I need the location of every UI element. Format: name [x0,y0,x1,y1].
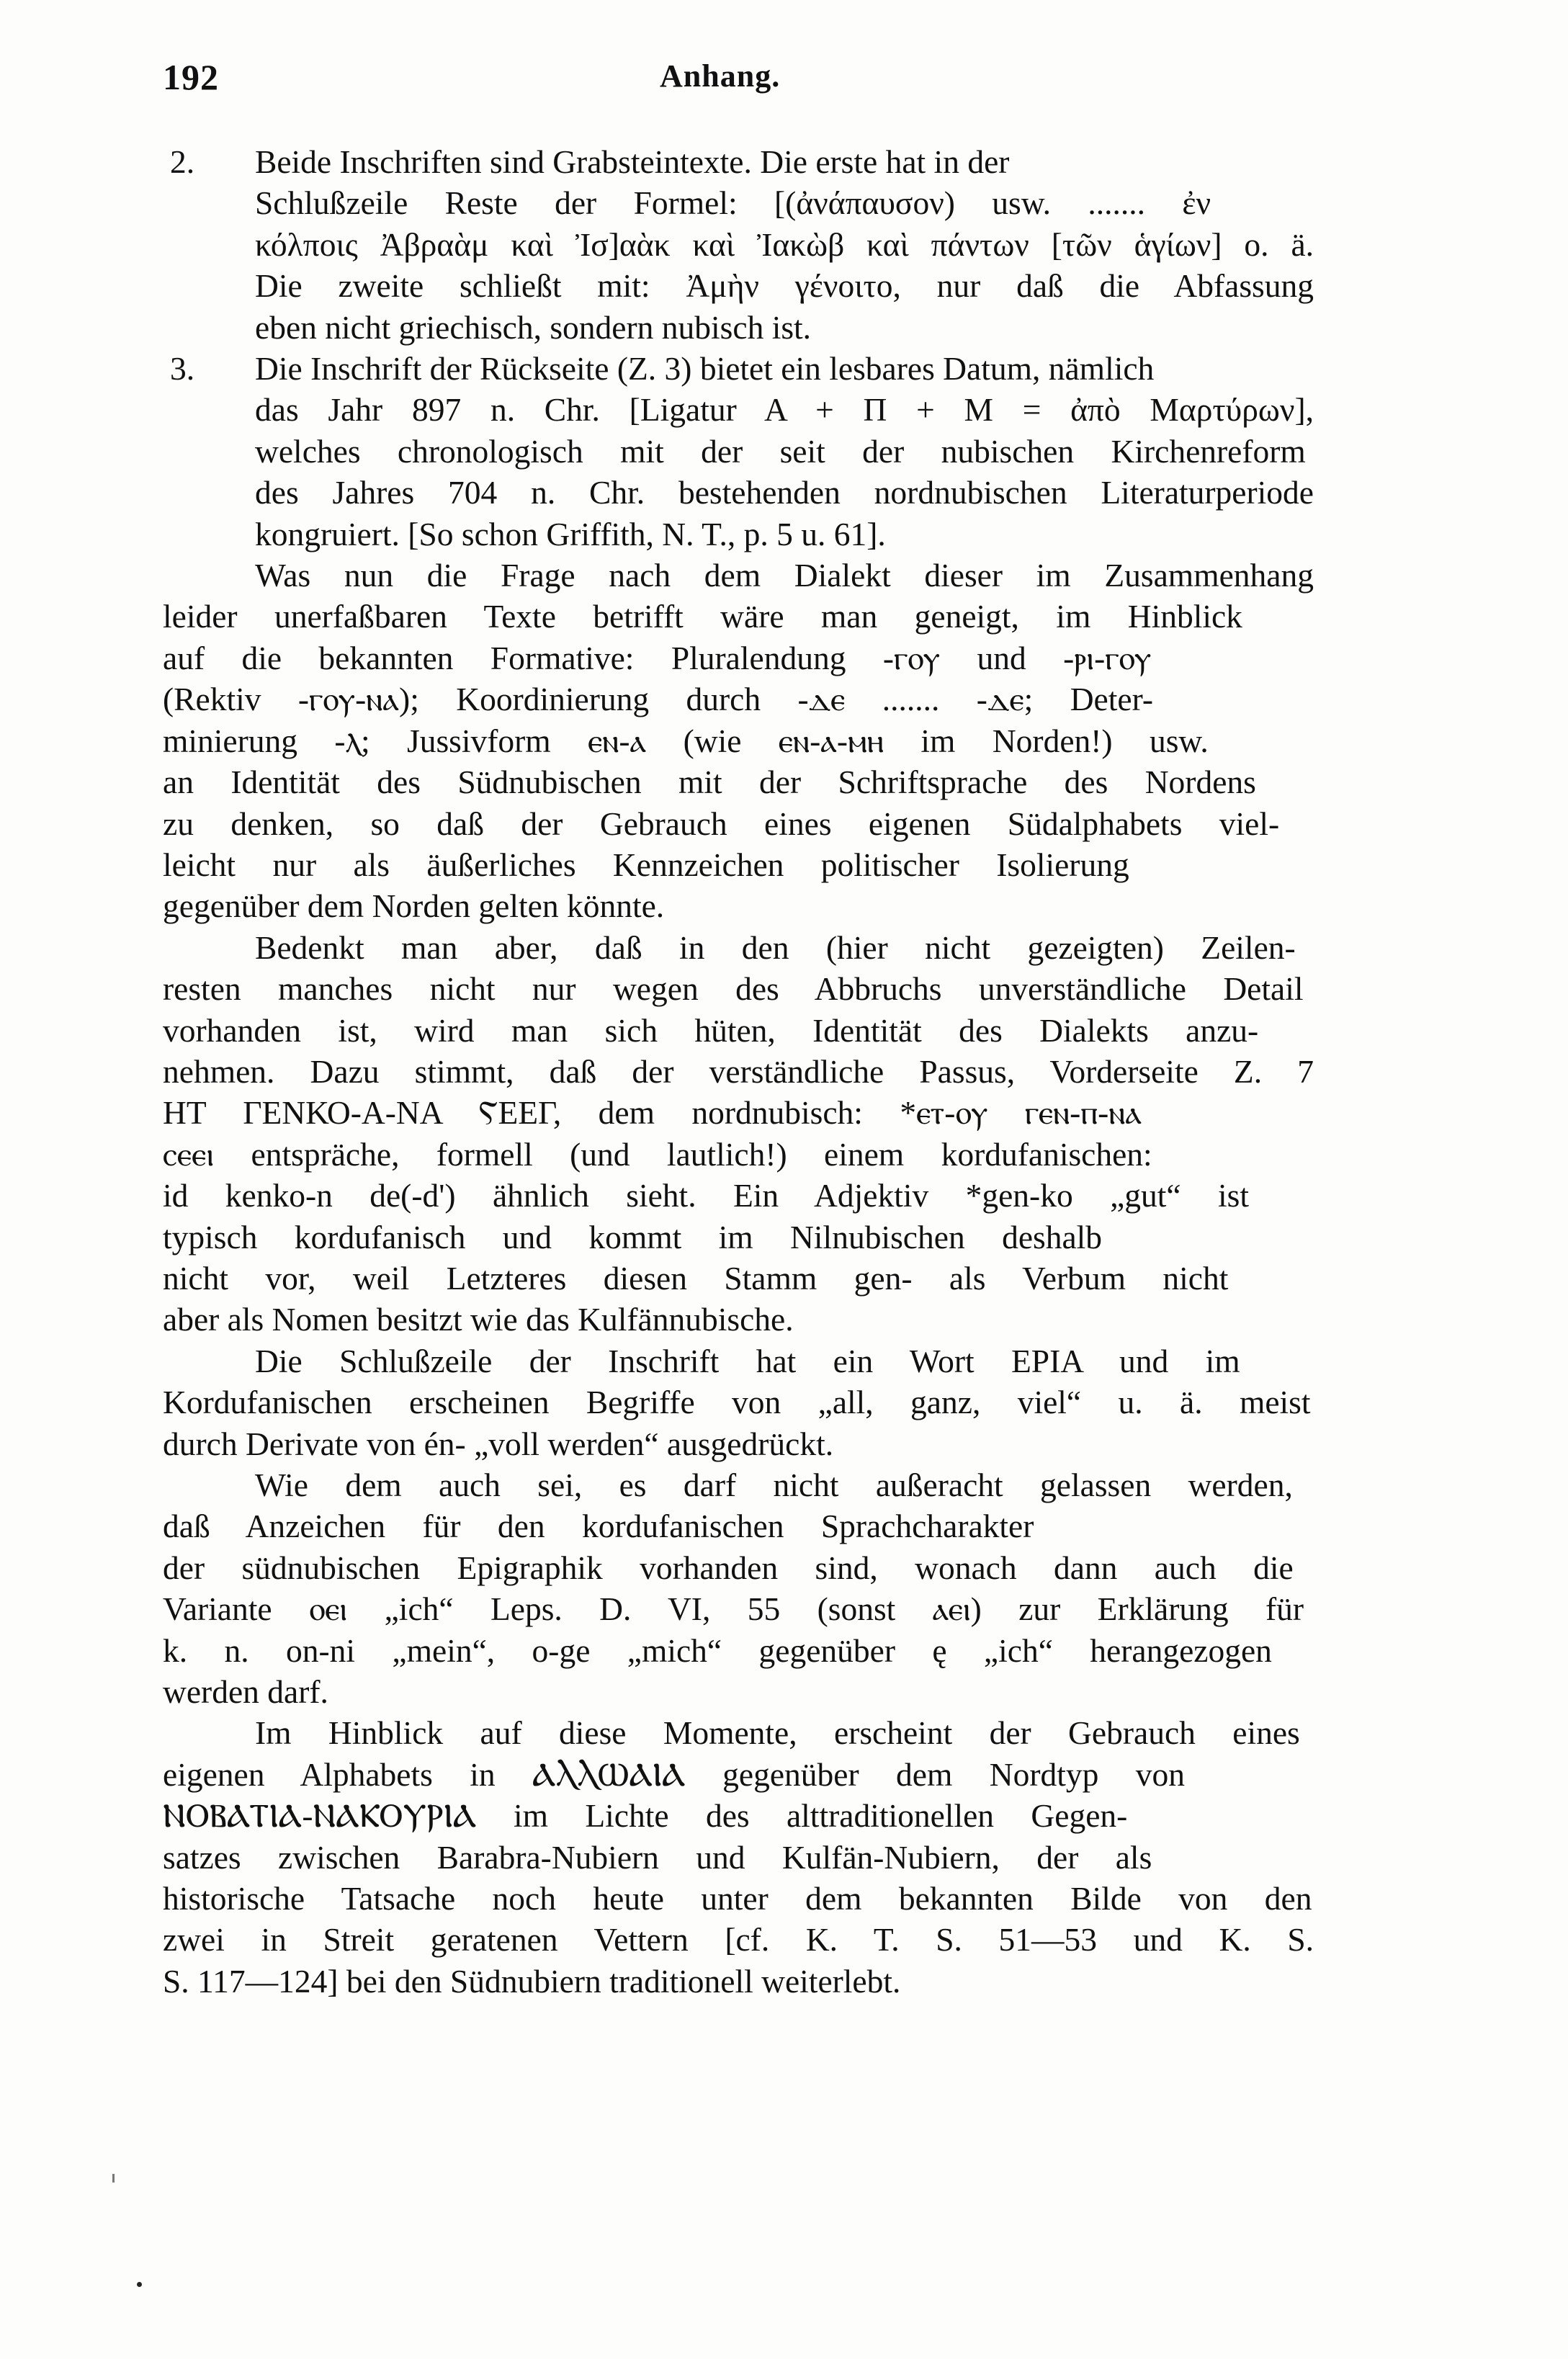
text-line: nicht vor, weil Letzteres diesen Stamm gen- als Verbum nicht [163,1259,1229,1297]
body-line [163,389,1314,430]
text-line: Schlußzeile Reste der Formel: [(ἀνάπαυσον) usw. ....... ἐν [255,184,1211,222]
text-line: gegenüber dem Norden gelten könnte. [163,887,665,925]
text-line: Im Hinblick auf diese Momente, erscheint der Gebrauch eines [255,1714,1300,1752]
paragraph-first-line [163,927,1314,968]
body-line [163,1837,1314,1878]
text-line: satzes zwischen Barabra-Nubiern und Kulfän-Nubiern, der als [163,1838,1152,1876]
body-line [163,1423,1314,1464]
body-line [163,885,1314,926]
text-line: ⲚⲞⲂⲀⲦⲒⲀ-ⲚⲀⲔⲞⲨⲢⲒⲀ im Lichte des alttraditionellen Gegen- [163,1797,1128,1835]
paragraph-first-line [163,555,1314,596]
text-line: κόλποις Ἀβραὰμ καὶ Ἰσ]αὰκ καὶ Ἰακὼβ καὶ πάντων [τῶν ἁγίων] o. ä. [255,225,1314,263]
text-line: Die Schlußzeile der Inschrift hat ein Wort EPIA und im [255,1342,1240,1379]
text-line: werden darf. [163,1673,328,1711]
text-line: Die zweite schließt mit: Ἀμὴν γένοιτο, nur daß die Abfassung [255,267,1314,305]
text-line: zwei in Streit geratenen Vettern [cf. K. T. S. 51—53 und K. S. [163,1921,1314,1959]
body-text [163,141,1314,2002]
body-line [163,720,1314,761]
text-line: der südnubischen Epigraphik vorhanden sind, wonach dann auch die [163,1549,1294,1586]
paragraph-first-line [163,1464,1314,1505]
body-line [163,224,1314,265]
text-line: Was nun die Frage nach dem Dialekt dieser im Zusammenhang [255,557,1314,594]
body-line [163,637,1314,679]
body-line [163,182,1314,223]
stray-ink-dot [137,2282,142,2287]
body-line [163,1961,1314,2002]
list-item-number: 2. [170,143,195,180]
text-line: durch Derivate von én- „voll werden“ ausgedrückt. [163,1425,834,1462]
body-line [163,1795,1314,1836]
text-line: typisch kordufanisch und kommt im Nilnubischen deshalb [163,1218,1103,1255]
text-line: eigenen Alphabets in ⲀⲖⲖⲰⲀⲒⲀ gegenüber dem Nordtyp von [163,1755,1185,1793]
text-line: an Identität des Südnubischen mit der Schriftsprache des Nordens [163,764,1256,801]
text-line: aber als Nomen besitzt wie das Kulfännubische. [163,1301,794,1338]
text-line: Kordufanischen erscheinen Begriffe von „all, ganz, viel“ u. ä. meist [163,1384,1311,1421]
list-item-text: Beide Inschriften sind Grabsteintexte. Die erste hat in der [255,143,1010,180]
text-line: eben nicht griechisch, sondern nubisch ist. [255,308,812,346]
body-line [163,968,1314,1009]
text-line: minierung -ⲗ; Jussivform ⲉⲛ-ⲁ (wie ⲉⲛ-ⲁ-ⲙⲏ im Norden!) usw. [163,722,1209,759]
text-line: ΗΤ ΓΕΝΚΟ-Α-ΝΑ ⲊΕΕΓ, dem nordnubisch: *ⲉⲧ-ⲟⲩ ⲅⲉⲛ-ⲡ-ⲛⲁ [163,1094,1142,1132]
body-line [163,1754,1314,1795]
text-line: des Jahres 704 n. Chr. bestehenden nordnubischen Literaturperiode [255,474,1314,511]
body-line [163,1217,1314,1258]
body-line [163,1671,1314,1712]
body-line [163,1547,1314,1588]
body-line [163,1505,1314,1546]
paragraph-first-line [163,1340,1314,1382]
text-line: welches chronologisch mit der seit der nubischen Kirchenreform [255,432,1306,470]
body-line [163,514,1314,555]
text-line: daß Anzeichen für den kordufanischen Sprachcharakter [163,1508,1034,1545]
text-line: Wie dem auch sei, es darf nicht außeracht gelassen werden, [255,1467,1293,1503]
body-line [163,761,1314,802]
paragraph-first-line [163,1712,1314,1753]
text-line: leider unerfaßbaren Texte betrifft wäre man geneigt, im Hinblick [163,598,1242,635]
body-line [163,596,1314,637]
body-line [163,307,1314,348]
list-item-number: 3. [170,350,195,388]
body-line [163,1010,1314,1051]
text-line: kongruiert. [So schon Griffith, N. T., p. 5 u. 61]. [255,515,886,552]
body-line [163,472,1314,513]
text-line: (Rektiv -ⲅⲟⲩ-ⲛⲁ); Koordinierung durch -ⲇⲉ ....... -ⲇⲉ; Deter- [163,681,1153,718]
body-line [163,1588,1314,1629]
text-line: Bedenkt man aber, daß in den (hier nicht gezeigten) Zeilen- [255,928,1296,966]
list-item-line [163,348,1314,389]
text-line: S. 117—124] bei den Südnubiern traditionell weiterlebt. [163,1962,901,2000]
text-line: id kenko-n de(-d') ähnlich sieht. Ein Adjektiv *gen-ko „gut“ ist [163,1177,1249,1214]
body-line [163,1919,1314,1960]
text-line: auf die bekannten Formative: Pluralendung -ⲅⲟⲩ und -ⲣⲓ-ⲅⲟⲩ [163,639,1152,676]
body-line [163,1382,1314,1423]
body-line [163,803,1314,844]
text-line: resten manches nicht nur wegen des Abbruchs unverständliche Detail [163,970,1304,1008]
list-item-text: Die Inschrift der Rückseite (Z. 3) bietet ein lesbares Datum, nämlich [255,350,1155,388]
body-line [163,1051,1314,1092]
text-line: das Jahr 897 n. Chr. [Ligatur A + Π + M = ἀπὸ Μαρτύρων], [255,391,1314,429]
text-line: vorhanden ist, wird man sich hüten, Identität des Dialekts anzu- [163,1011,1259,1049]
text-line: zu denken, so daß der Gebrauch eines eigenen Südalphabets viel- [163,805,1280,842]
body-line [163,1175,1314,1216]
page-header [163,56,1322,107]
body-line [163,1134,1314,1175]
body-line [163,1630,1314,1671]
body-line [163,431,1314,472]
margin-tick-mark [112,2174,115,2183]
text-line: historische Tatsache noch heute unter dem bekannten Bilde von den [163,1880,1312,1917]
body-line [163,679,1314,720]
running-title: Anhang. [660,58,781,94]
list-item-line [163,141,1314,182]
body-line [163,1299,1314,1340]
body-line [163,1258,1314,1299]
text-line: Variante ⲟⲉⲓ „ich“ Leps. D. VI, 55 (sonst ⲁⲉⲓ) zur Erklärung für [163,1590,1304,1628]
body-line [163,265,1314,306]
body-line [163,844,1314,885]
text-line: nehmen. Dazu stimmt, daß der verständliche Passus, Vorderseite Z. 7 [163,1052,1314,1090]
page-number: 192 [163,57,219,97]
text-line: leicht nur als äußerliches Kennzeichen politischer Isolierung [163,846,1129,883]
text-line: ⲥⲉⲉⲓ entspräche, formell (und lautlich!) einem kordufanischen: [163,1135,1152,1173]
text-line: k. n. on-ni „mein“, o-ge „mich“ gegenüber ę „ich“ herangezogen [163,1631,1272,1669]
body-line [163,1878,1314,1919]
body-line [163,1092,1314,1133]
